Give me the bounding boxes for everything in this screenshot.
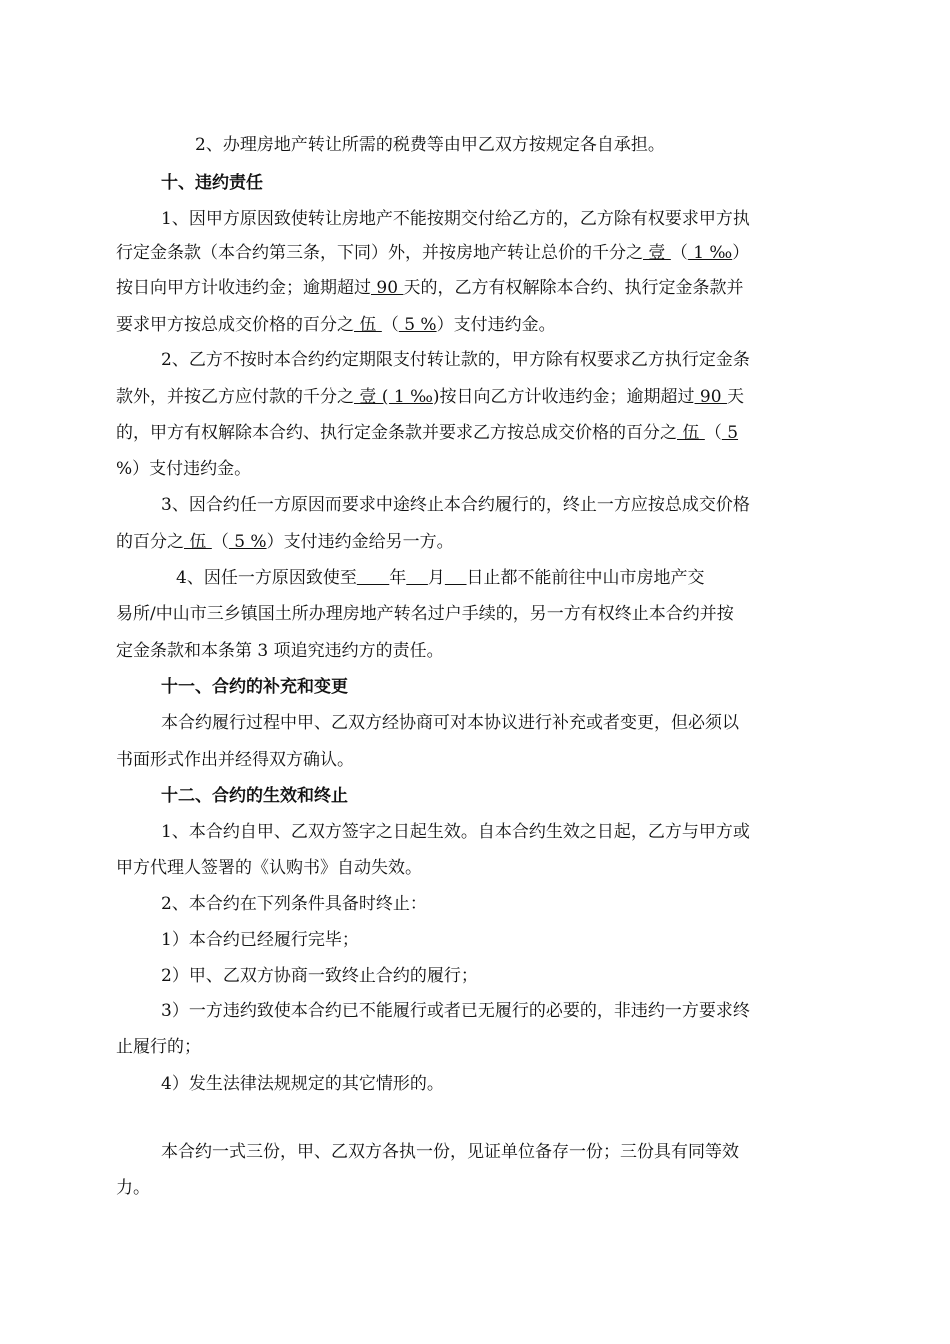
section-heading-11 — [161, 672, 950, 702]
text-line — [176, 563, 950, 593]
filled-blank: 5 — [721, 423, 739, 443]
text-segment: 1、因甲方原因致使转让房地产不能按期交付给乙方的，乙方除有权要求甲方执 — [161, 209, 750, 229]
text-segment: 4）发生法律法规规定的其它情形的。 — [161, 1074, 444, 1094]
text-line — [116, 745, 950, 775]
text-segment: 易所/中山市三乡镇国土所办理房地产转名过户手续的，另一方有权终止本合约并按 — [116, 604, 734, 624]
text-segment: 十一、合约的补充和变更 — [161, 677, 348, 697]
text-line — [161, 996, 950, 1026]
filled-blank: 1 ‰ — [687, 243, 733, 263]
text-segment: 甲方代理人签署的《认购书》自动失效。 — [116, 858, 422, 878]
text-line — [116, 527, 950, 557]
text-line — [116, 418, 950, 448]
text-line — [161, 490, 950, 520]
text-segment: 的百分之 — [116, 532, 184, 552]
text-segment: 天 — [726, 387, 744, 407]
text-segment: 本合约履行过程中甲、乙双方经协商可对本协议进行补充或者变更，但必须以 — [161, 713, 739, 733]
text-segment: 天的，乙方有权解除本合约、执行定金条款并 — [403, 278, 744, 298]
text-segment: %）支付违约金。 — [116, 459, 252, 479]
filled-blank: 5 % — [398, 315, 437, 335]
filled-blank: 5 % — [228, 532, 267, 552]
text-line — [116, 636, 950, 666]
text-segment: （ — [704, 423, 722, 443]
filled-blank: 90 — [371, 278, 404, 298]
text-segment: 止履行的； — [116, 1037, 201, 1057]
text-segment: 行定金条款（本合约第三条，下同）外，并按房地产转让总价的千分之 — [116, 243, 643, 263]
text-segment: 2、本合约在下列条件具备时终止： — [161, 894, 427, 914]
filled-blank: 壹 — [643, 243, 671, 263]
text-segment: 力。 — [116, 1178, 150, 1198]
text-segment: 1、本合约自甲、乙双方签字之日起生效。自本合约生效之日起，乙方与甲方或 — [161, 822, 750, 842]
text-line — [161, 1137, 950, 1167]
filled-blank: 伍 — [184, 532, 212, 552]
text-line — [116, 1173, 950, 1203]
text-segment: 十二、合约的生效和终止 — [161, 786, 348, 806]
text-segment: 月 — [427, 568, 445, 588]
text-segment: 3）一方违约致使本合约已不能履行或者已无履行的必要的，非违约一方要求终 — [161, 1001, 750, 1021]
text-line — [161, 925, 950, 955]
text-segment: 2、乙方不按时本合约约定期限支付转让款的，甲方除有权要求乙方执行定金条 — [161, 350, 750, 370]
text-line — [116, 273, 950, 303]
section-heading-12 — [161, 781, 950, 811]
text-segment: 十、违约责任 — [161, 173, 263, 193]
text-segment: 本合约一式三份，甲、乙双方各执一份，见证单位备存一份；三份具有同等效 — [161, 1142, 739, 1162]
text-segment: （ — [211, 532, 229, 552]
text-segment: 款外，并按乙方应付款的千分之 — [116, 387, 354, 407]
text-line — [116, 310, 950, 340]
blank — [445, 568, 467, 588]
blank — [357, 568, 389, 588]
filled-blank: 伍 — [677, 423, 705, 443]
text-line — [116, 238, 950, 268]
text-line — [116, 853, 950, 883]
filled-blank: 壹 ( 1 ‰ — [354, 387, 433, 407]
text-segment: 书面形式作出并经得双方确认。 — [116, 750, 354, 770]
text-segment: 2）甲、乙双方协商一致终止合约的履行； — [161, 966, 478, 986]
text-segment: 定金条款和本条第 3 项追究违约方的责任。 — [116, 641, 444, 661]
text-segment: （ — [381, 315, 399, 335]
text-segment: ） — [732, 243, 750, 263]
text-segment: )按日向乙方计收违约金；逾期超过 — [432, 387, 695, 407]
text-line — [161, 817, 950, 847]
text-segment: （ — [670, 243, 688, 263]
text-segment: 按日向甲方计收违约金；逾期超过 — [116, 278, 371, 298]
text-line — [161, 204, 950, 234]
text-line — [161, 345, 950, 375]
text-line — [195, 130, 950, 160]
text-segment: 2、办理房地产转让所需的税费等由甲乙双方按规定各自承担。 — [195, 135, 665, 155]
text-segment: ）支付违约金给另一方。 — [266, 532, 454, 552]
text-segment: ）支付违约金。 — [436, 315, 556, 335]
text-line — [161, 1069, 950, 1099]
blank — [406, 568, 428, 588]
text-segment: 的，甲方有权解除本合约、执行定金条款并要求乙方按总成交价格的百分之 — [116, 423, 677, 443]
text-line — [161, 961, 950, 991]
text-segment: 4、因任一方原因致使至 — [176, 568, 357, 588]
text-line — [116, 382, 950, 412]
text-segment: 1）本合约已经履行完毕； — [161, 930, 359, 950]
text-line — [116, 454, 950, 484]
text-segment: 3、因合约任一方原因而要求中途终止本合约履行的，终止一方应按总成交价格 — [161, 495, 750, 515]
text-line — [161, 889, 950, 919]
text-segment: 要求甲方按总成交价格的百分之 — [116, 315, 354, 335]
text-line — [116, 599, 950, 629]
text-segment: 日止都不能前往中山市房地产交 — [466, 568, 705, 588]
filled-blank: 伍 — [354, 315, 382, 335]
text-line — [161, 708, 950, 738]
filled-blank: 90 — [694, 387, 727, 407]
section-heading-10 — [161, 168, 950, 198]
text-line — [116, 1032, 950, 1062]
text-segment: 年 — [389, 568, 407, 588]
